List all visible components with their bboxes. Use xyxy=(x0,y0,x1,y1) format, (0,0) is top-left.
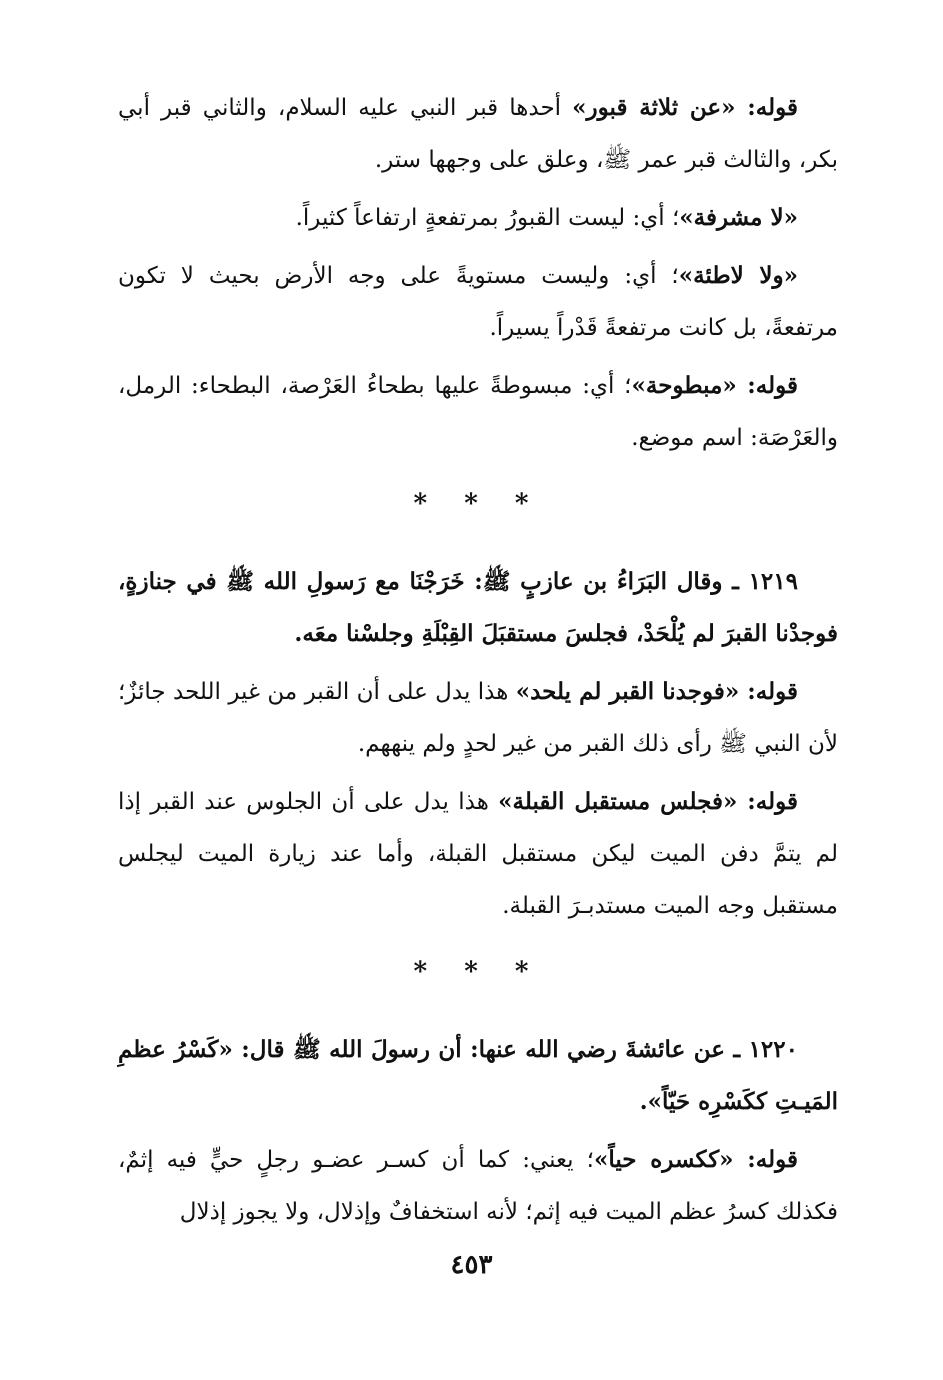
commentary-lead: قوله: «ككسره حياً» xyxy=(593,1146,799,1173)
commentary-lead: «ولا لاطئة» xyxy=(678,262,798,289)
commentary-text: ؛ يعني: كما أن كسـر عضـو رجلٍ حيٍّ فيه إثمٌ، فكذلك كسرُ عظم الميت فيه إثم؛ لأنه استخفافٌ وإذلال، ولا يجوز إذلال xyxy=(118,1147,838,1225)
paragraph-commentary-facing-qibla xyxy=(118,776,838,932)
commentary-text: هذا يدل على أن الجلوس عند القبر إذا لم يتمَّ دفن الميت ليكن مستقبل القبلة، وأما عند زيارة الميت ليجلس مستقبل وجه الميت مستدبـرَ القبلة. xyxy=(118,789,838,919)
section-divider: * * * xyxy=(413,489,543,519)
commentary-lead: قوله: «فجلس مستقبل القبلة» xyxy=(498,788,799,815)
paragraph-commentary-three-graves xyxy=(118,82,838,186)
commentary-text: ؛ أي: ليست القبورُ بمرتفعةٍ ارتفاعاً كثيراً. xyxy=(295,205,680,231)
commentary-text: ؛ أي: وليست مستويةً على وجه الأرض بحيث لا تكون مرتفعةً، بل كانت مرتفعةً قَدْراً يسيراً. xyxy=(118,263,838,341)
commentary-text: هذا يدل على أن القبر من غير اللحد جائزٌ؛ لأن النبي ﷺ رأى ذلك القبر من غير لحدٍ ولم ينههم. xyxy=(118,679,838,757)
paragraph-commentary-spread xyxy=(118,360,838,464)
commentary-lead: قوله: «عن ثلاثة قبور» xyxy=(572,94,798,121)
hadith-1220: ١٢٢٠ ـ عن عائشةَ رضي الله عنها: أن رسولَ الله ﷺ قال: «كَسْرُ عظمِ المَيـتِ ككَسْرِه حَيّاً». xyxy=(118,1036,838,1115)
commentary-lead: قوله: «فوجدنا القبر لم يلحد» xyxy=(515,678,798,705)
commentary-lead: «لا مشرفة» xyxy=(679,204,798,231)
paragraph-commentary-no-lahd xyxy=(118,666,838,770)
paragraph-commentary-breaking-bone xyxy=(118,1134,838,1238)
section-divider: * * * xyxy=(413,957,543,987)
paragraph-commentary-not-raised xyxy=(118,192,838,244)
page-body xyxy=(118,82,838,1244)
commentary-lead: قوله: «مبطوحة» xyxy=(631,372,798,399)
commentary-text: ؛ أي: مبسوطةً عليها بطحاءُ العَرْصة، البطحاء: الرمل، والعَرْصَة: اسم موضع. xyxy=(118,373,838,451)
commentary-text: أحدها قبر النبي عليه السلام، والثاني قبر أبي بكر، والثالث قبر عمر ﷺ، وعلق على وجهها ستر. xyxy=(118,95,838,173)
paragraph-commentary-not-flat xyxy=(118,250,838,354)
page-number: ٤٥٣ xyxy=(450,1250,493,1280)
hadith-1219: ١٢١٩ ـ وقال البَرَاءُ بن عازبٍ ﷺ: خَرَجْنَا مع رَسولِ الله ﷺ في جنازةٍ، فوجدْنا القبرَ لم يُلْحَدْ، فجلسَ مستقبَلَ القِبْلَةِ وجلسْنا معَه. xyxy=(118,568,838,647)
